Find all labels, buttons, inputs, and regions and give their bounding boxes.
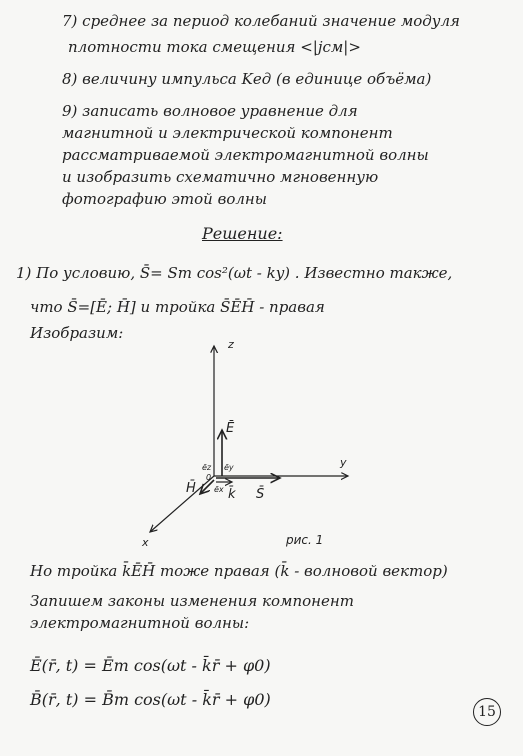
formula-e: Ē(r̄, t) = Ēm cos(ωt - k̄r̄ + φ0) — [30, 656, 271, 675]
axis-y-label: y — [340, 456, 347, 469]
formula-b: B̄(r̄, t) = B̄m cos(ωt - k̄r̄ + φ0) — [30, 690, 271, 709]
item7-line1: 7) среднее за период колебаний значение модуля — [62, 12, 460, 30]
vector-e-label: Ē — [226, 421, 235, 436]
solution-line3: Изобразим: — [30, 324, 124, 342]
solution-line1: 1) По условию, S̄= Sm cos²(ωt - ky) . Известно также, — [16, 264, 453, 282]
after-line3: электромагнитной волны: — [30, 614, 250, 632]
figure-caption: рис. 1 — [286, 533, 324, 547]
solution-heading: Решение: — [202, 224, 283, 243]
axis-x-label: x — [142, 536, 149, 549]
unit-ex-label: ēx — [214, 485, 224, 494]
after-line2: Запишем законы изменения компонент — [30, 592, 355, 610]
item9-line5: фотографию этой волны — [62, 190, 268, 208]
item9-line1: 9) записать волновое уравнение для — [62, 102, 358, 120]
item9-line4: и изобразить схематично мгновенную — [62, 168, 379, 186]
x-axis — [150, 476, 214, 532]
vector-h-label: H̄ — [186, 481, 196, 496]
item8: 8) величину импульса Kед (в единице объёма) — [62, 70, 432, 88]
item7-line2: плотности тока смещения <|jсм|> — [68, 38, 361, 56]
axis-z-label: z — [228, 338, 234, 351]
vector-k-label: k̄ — [228, 487, 236, 502]
item9-line3: рассматриваемой электромагнитной волны — [62, 146, 429, 164]
page-number: 15 — [473, 698, 501, 726]
unit-ez-label: ēz — [202, 463, 212, 472]
after-line1: Но тройка k̄ĒH̄ тоже правая (k̄ - волновой вектор) — [30, 562, 448, 580]
unit-ey-label: ēy — [224, 463, 234, 472]
item9-line2: магнитной и электрической компонент — [62, 124, 393, 142]
vector-s-label: S̄ — [256, 487, 265, 502]
solution-line2: что S̄=[Ē; H̄] и тройка S̄ĒH̄ - правая — [30, 298, 325, 316]
origin-label: 0 — [206, 473, 212, 482]
